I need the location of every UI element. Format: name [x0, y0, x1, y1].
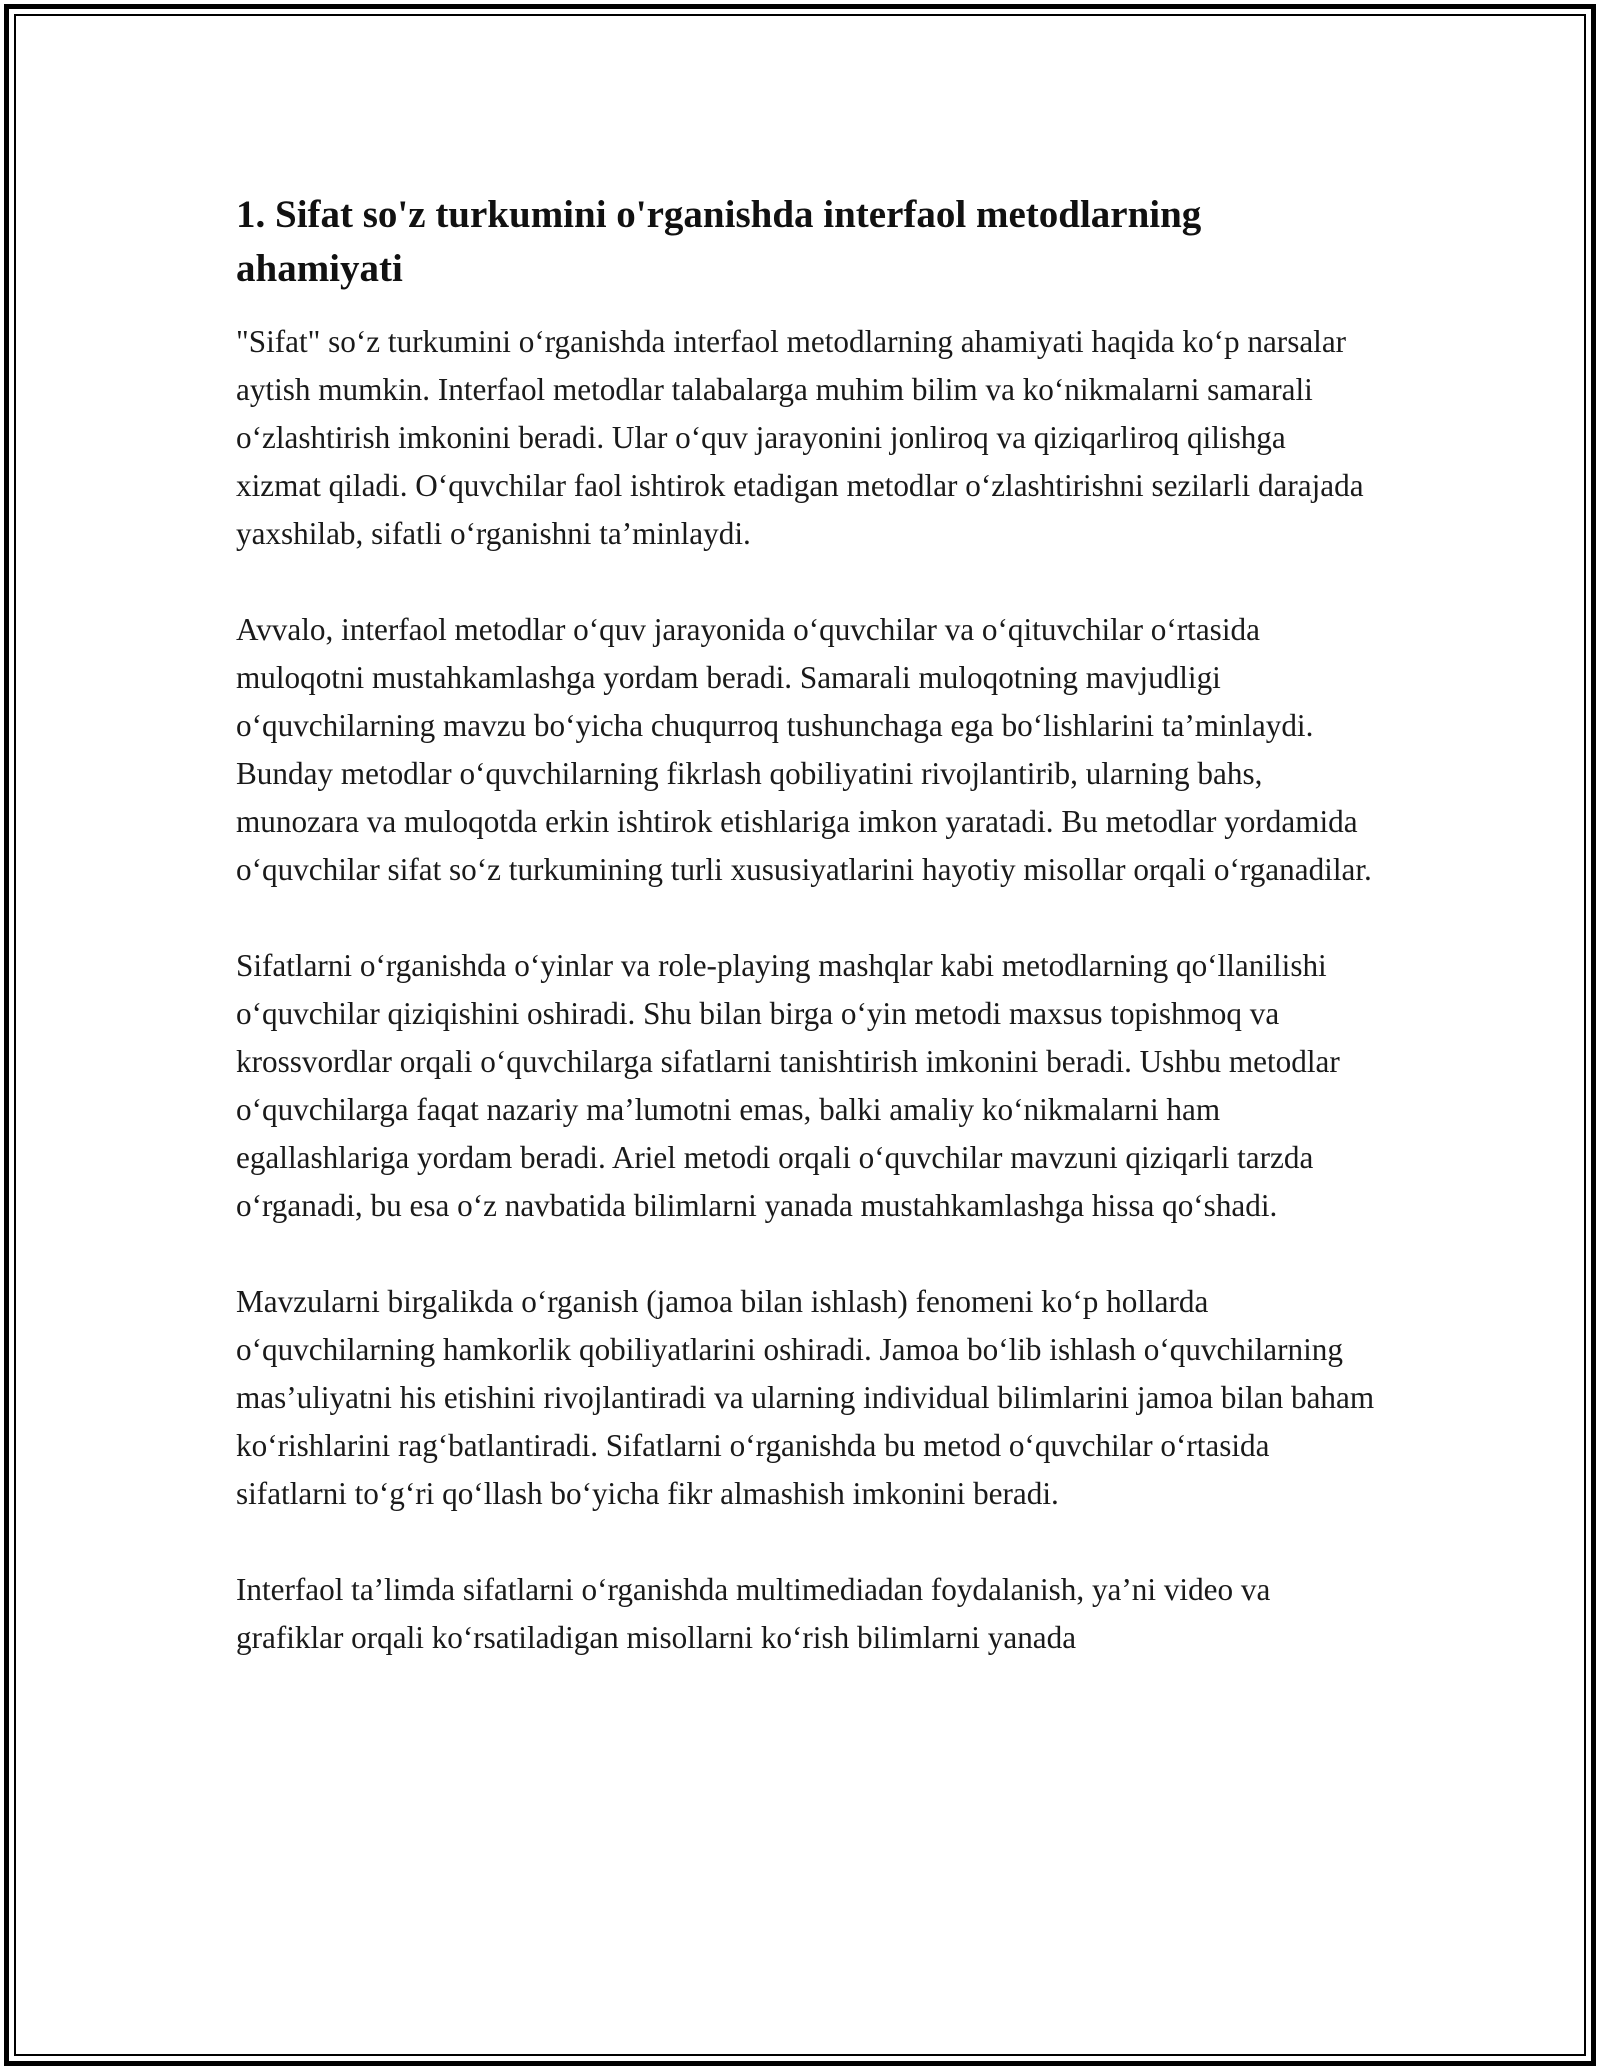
paragraph-1: "Sifat" soʻz turkumini oʻrganishda interfaol metodlarning ahamiyati haqida koʻp narsalar aytish mumkin. Interfaol metodlar talabalarga muhim bilim va koʻnikmalarni samarali oʻzlashtirish imkonini beradi. Ular oʻquv jarayonini jonliroq va qiziqarliroq qilishga xizmat qiladi. Oʻquvchilar faol ishtirok etadigan metodlar oʻzlashtirishni sezilarli darajada yaxshilab, sifatli oʻrganishni taʼminlaydi. — [236, 324, 1364, 551]
document-body — [236, 188, 1376, 1710]
paragraph-2: Avvalo, interfaol metodlar oʻquv jarayonida oʻquvchilar va oʻqituvchilar oʻrtasida muloqotni mustahkamlashga yordam beradi. Samarali muloqotning mavjudligi oʻquvchilarning mavzu boʻyicha chuqurroq tushunchaga ega boʻlishlarini taʼminlaydi. Bunday metodlar oʻquvchilarning fikrlash qobiliyatini rivojlantirib, ularning bahs, munozara va muloqotda erkin ishtirok etishlariga imkon yaratadi. Bu metodlar yordamida oʻquvchilar sifat soʻz turkumining turli xususiyatlarini hayotiy misollar orqali oʻrganadilar. — [236, 612, 1372, 887]
paragraph-3: Sifatlarni oʻrganishda oʻyinlar va role-playing mashqlar kabi metodlarning qoʻllanilishi oʻquvchilar qiziqishini oshiradi. Shu bilan birga oʻyin metodi maxsus topishmoq va krossvordlar orqali oʻquvchilarga sifatlarni tanishtirish imkonini beradi. Ushbu metodlar oʻquvchilarga faqat nazariy maʼlumotni emas, balki amaliy koʻnikmalarni ham egallashlariga yordam beradi. Ariel metodi orqali oʻquvchilar mavzuni qiziqarli tarzda oʻrganadi, bu esa oʻz navbatida bilimlarni yanada mustahkamlashga hissa qoʻshadi. — [236, 948, 1340, 1223]
paragraph-5: Interfaol taʼlimda sifatlarni oʻrganishda multimediadan foydalanish, yaʼni video va grafiklar orqali koʻrsatiladigan misollarni koʻrish bilimlarni yanada — [236, 1572, 1271, 1655]
paragraph-4: Mavzularni birgalikda oʻrganish (jamoa bilan ishlash) fenomeni koʻp hollarda oʻquvchilarning hamkorlik qobiliyatlarini oshiradi. Jamoa boʻlib ishlash oʻquvchilarning masʼuliyatni his etishini rivojlantiradi va ularning individual bilimlarini jamoa bilan baham koʻrishlarini ragʻbatlantiradi. Sifatlarni oʻrganishda bu metod oʻquvchilar oʻrtasida sifatlarni toʻgʻri qoʻllash boʻyicha fikr almashish imkonini beradi. — [236, 1284, 1375, 1511]
section-heading: 1. Sifat so'z turkumini o'rganishda interfaol metodlarning ahamiyati — [236, 193, 1202, 290]
